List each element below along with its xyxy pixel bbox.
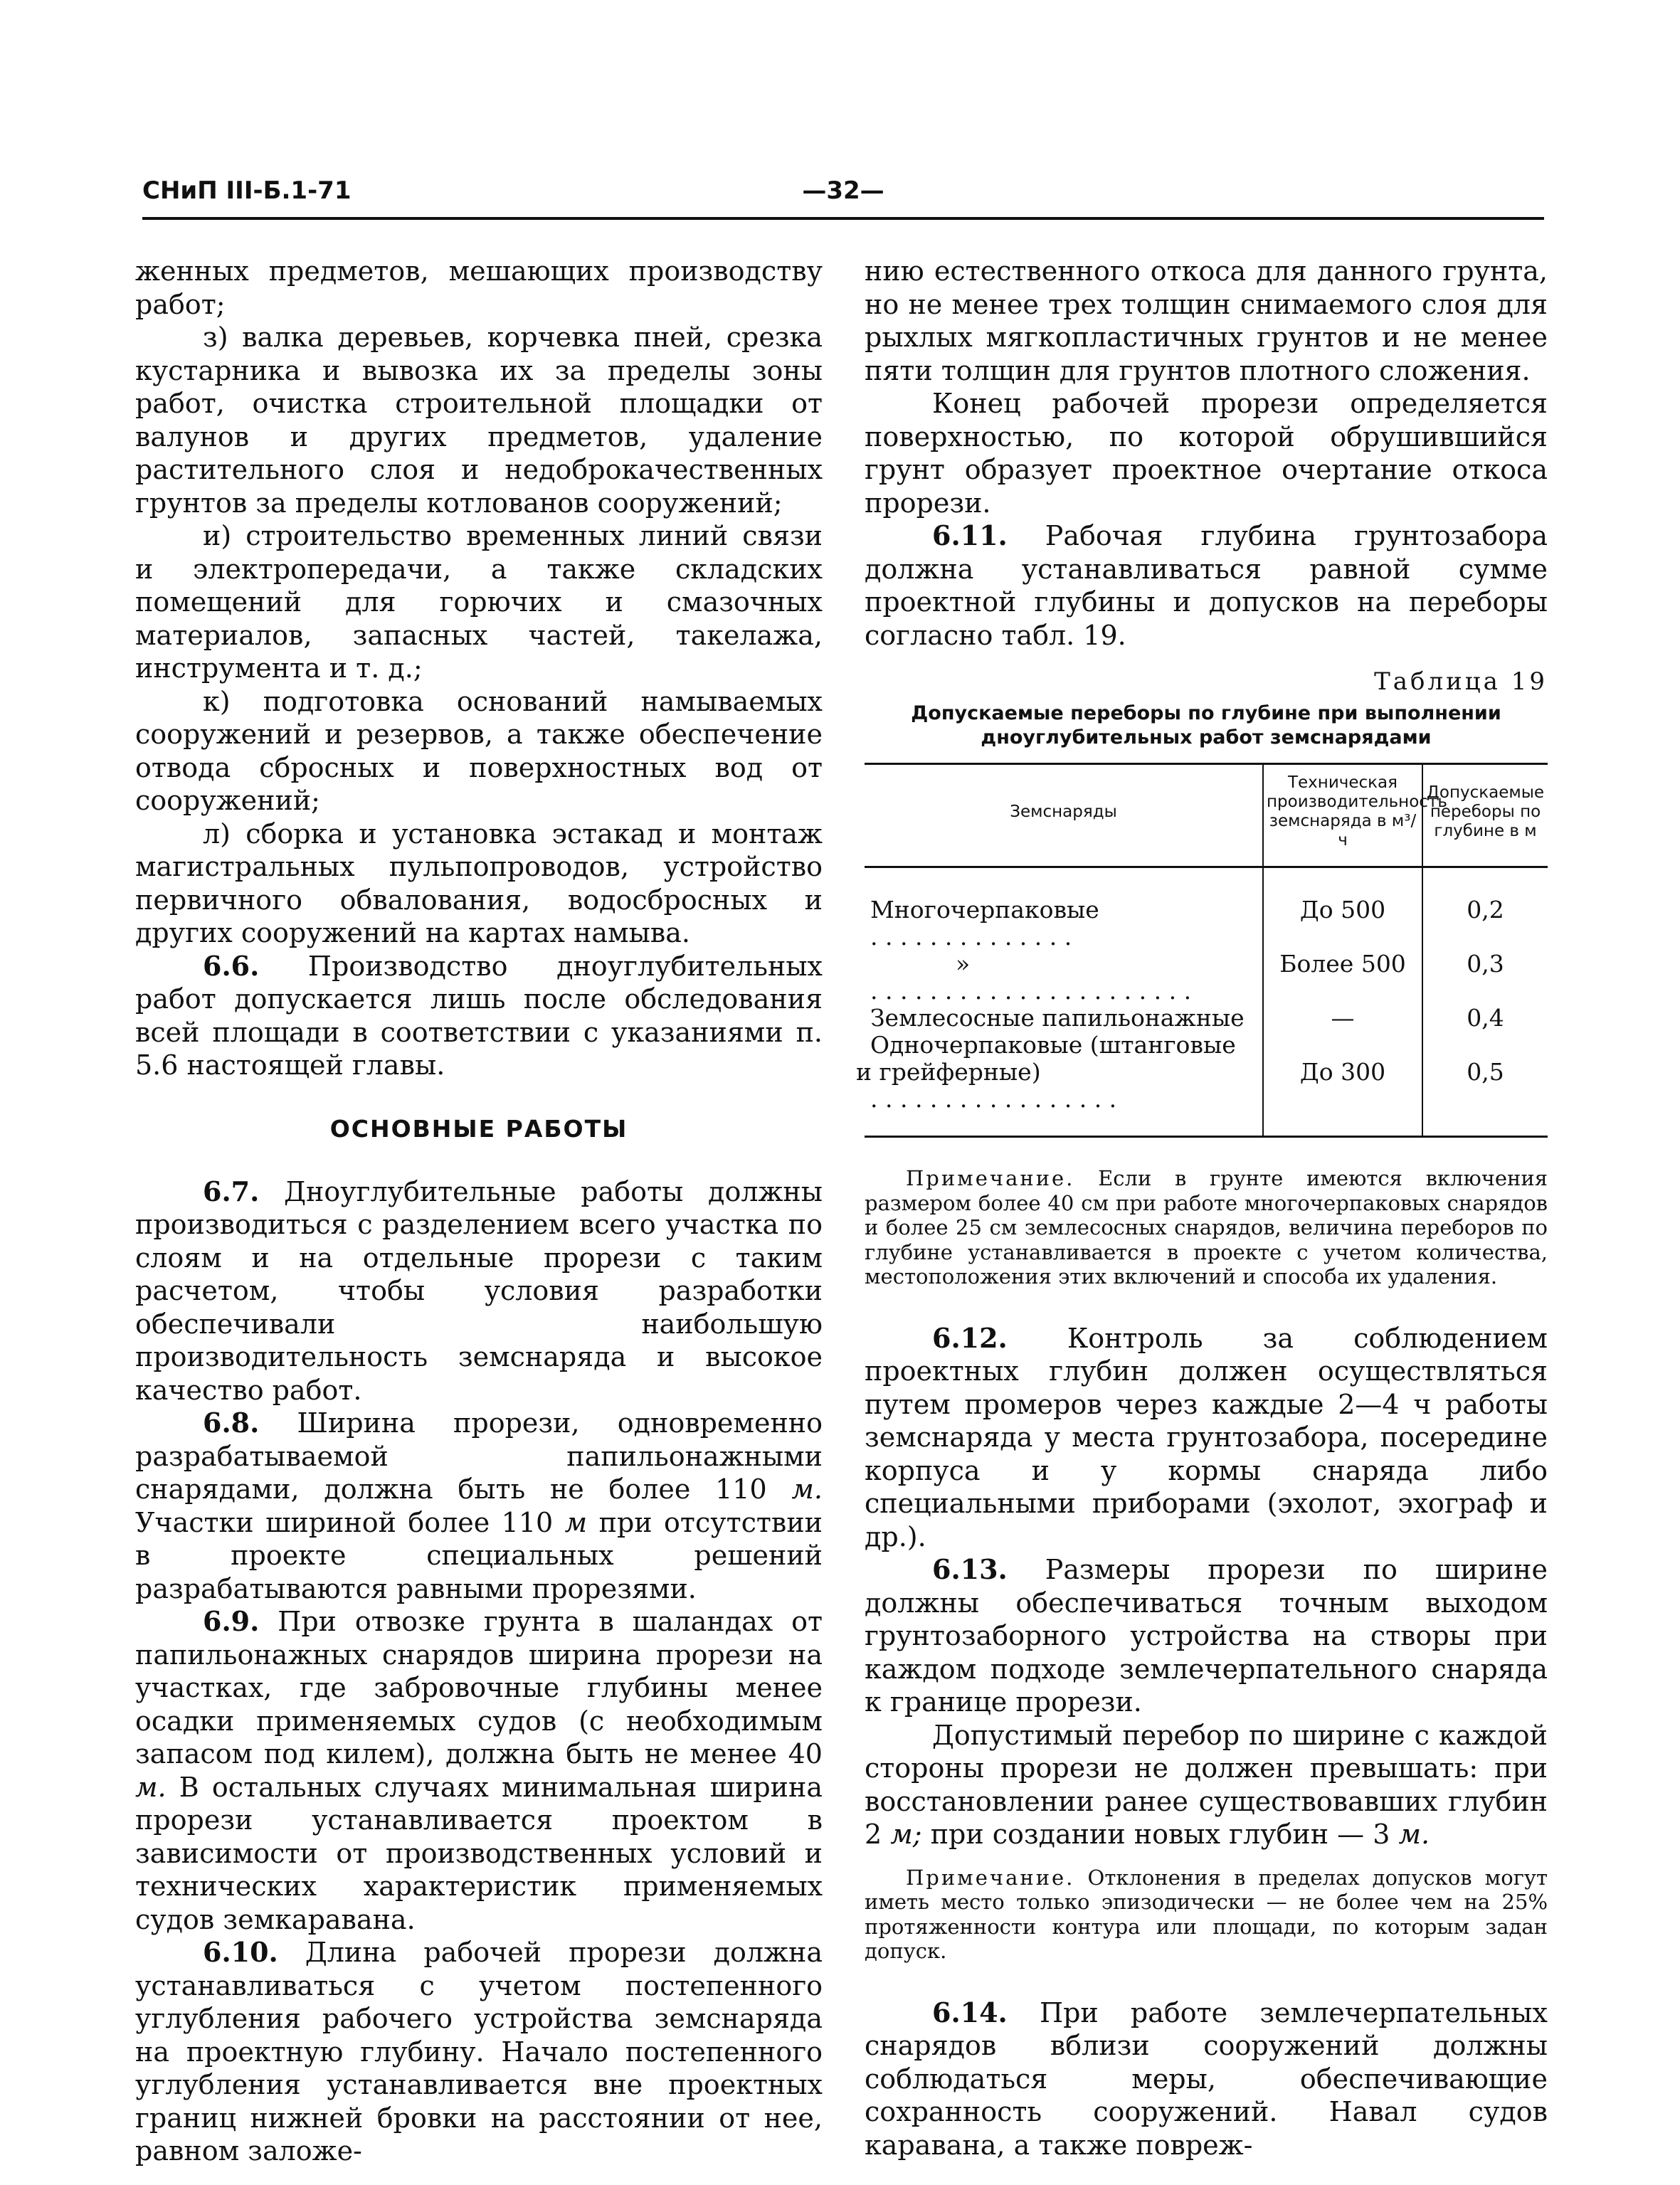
header-rule	[142, 217, 1544, 220]
section-title: ОСНОВНЫЕ РАБОТЫ	[329, 1114, 628, 1143]
leader-dots: . . . . . . . . . . . . . .	[870, 923, 1072, 951]
clause-text: Размеры прорези по ширине должны обеспечиваться точным выходом грунтозаборного устройства на створы при каждом подходе землечерпательного снаряда к границе прорези.	[865, 1554, 1548, 1718]
paragraph: нию естественного откоса для данного грунта, но не менее трех толщин снимаемого слоя для рыхлых мягкопластичных грунтов и не менее пяти толщин для грунтов плотного сложения.	[865, 255, 1548, 386]
performance-cell: До 500	[1263, 867, 1422, 951]
dredger-type-cell	[856, 1058, 1257, 1113]
table-row	[865, 1005, 1548, 1032]
clause-text: При отвозке грунта в шаландах от папильонажных снарядов ширина прорези на участках, где забровочные глубины менее осадки применяемых судов (с необходимым запасом под килем), должна быть не менее 40	[135, 1606, 823, 1769]
tolerance-cell	[1422, 1032, 1548, 1059]
clause-text: Допустимый перебор по ширине с каждой стороны прорези не должен превышать: при восстановлении ранее существовавших глубин 2	[865, 1719, 1548, 1850]
clause-number: 6.9.	[203, 1605, 260, 1637]
clause-text: при отсутствии в проекте специальных решений разрабатываются равными прорезями.	[135, 1506, 823, 1604]
dredger-type: Многочерпаковые	[870, 896, 1099, 924]
clause-6-10	[135, 1936, 823, 2168]
table-header-row	[865, 764, 1548, 867]
clause-number: 6.10.	[203, 1936, 278, 1968]
clause-number: 6.6.	[203, 949, 260, 982]
clause-number: 6.11.	[932, 519, 1008, 551]
document-code: СНиП III-Б.1-71	[142, 176, 352, 205]
dredger-type: »	[956, 950, 971, 978]
tolerance-cell: 0,5	[1422, 1059, 1548, 1137]
clause-6-12	[865, 1322, 1548, 1554]
dredger-type-cell	[870, 1005, 1257, 1032]
unit: м	[564, 1506, 588, 1538]
dredger-type-cell	[870, 951, 1257, 1005]
tolerance-cell: 0,3	[1422, 951, 1548, 1005]
paragraph: женных предметов, мешающих производству работ;	[135, 255, 823, 320]
unit: м.	[791, 1474, 823, 1505]
performance-cell: До 300	[1263, 1059, 1422, 1137]
clause-number: 6.13.	[932, 1553, 1008, 1585]
clause-text: Ширина прорези, одновременно разрабатываемой папильонажными снарядами, должна быть не более 110	[135, 1407, 823, 1505]
performance-cell: Более 500	[1263, 951, 1422, 1005]
clause-number: 6.14.	[932, 1996, 1008, 2028]
clause-text: Рабочая глубина грунтозабора должна устанавливаться равной сумме проектной глубины и допусков на переборы согласно табл. 19.	[865, 520, 1548, 651]
tolerance-table	[856, 763, 1548, 1138]
table-row	[865, 1059, 1548, 1137]
right-column	[856, 255, 1548, 2162]
clause-6-14	[865, 1996, 1548, 2162]
dredger-type: Землесосные папильонажные	[870, 1004, 1245, 1032]
table-caption: Таблица 19	[1374, 667, 1548, 696]
clause-6-13	[865, 1553, 1548, 1719]
column-header: Земснаряды	[865, 764, 1263, 867]
performance-cell: —	[1263, 1005, 1422, 1032]
table-note	[865, 1166, 1548, 1289]
page-header	[142, 176, 1544, 219]
clause-number: 6.8.	[203, 1407, 260, 1439]
note-label: Примечание.	[906, 1166, 1075, 1190]
left-column	[135, 255, 823, 2168]
unit: м;	[890, 1819, 922, 1850]
paragraph: л) сборка и установка эстакад и монтаж магистральных пульпопроводов, устройство первичного обвалования, водосбросных и других сооружений на картах намыва.	[135, 818, 823, 948]
page-number: —32—	[802, 176, 884, 205]
dredger-type: Одночерпаковые (штанговые	[870, 1031, 1236, 1059]
paragraph	[865, 1719, 1548, 1851]
dredger-type-cell	[870, 1032, 1257, 1059]
clause-text: Дноуглубительные работы должны производиться с разделением всего участка по слоям и на отдельные прорези с таким расчетом, чтобы условия разработки обеспечивали наибольшую производительность земснаряда и высокое качество работ.	[135, 1175, 823, 1406]
leader-dots: . . . . . . . . . . . . . . . . . . . . . .	[870, 977, 1192, 1005]
paragraph: Конец рабочей прорези определяется поверхностью, по которой обрушившийся грунт образует проектное очертание откоса прорези.	[865, 388, 1548, 519]
leader-dots: . . . . . . . . . . . . . . . . .	[870, 1085, 1117, 1113]
clause-text: Производство дноуглубительных работ допускается лишь после обследования всей площади в соответствии с указаниями п. 5.6 настоящей главы.	[135, 950, 823, 1081]
clause-6-6	[135, 950, 823, 1082]
dredger-type-cell	[870, 896, 1257, 951]
note-text: Если в грунте имеются включения размером более 40 см при работе многочерпаковых снарядов и более 25 см землесосных снарядов, величина переборов по глубине устанавливается в проекте с учетом количества, местоположения этих включений и способа их удаления.	[865, 1166, 1548, 1289]
clause-6-11	[865, 519, 1548, 652]
note-text: Отклонения в пределах допусков могут иметь место только эпизодически — не более чем на 25% протяженности контура или площади, по которым задан допуск.	[865, 1865, 1548, 1963]
note-label: Примечание.	[906, 1865, 1075, 1890]
unit: м.	[135, 1771, 167, 1803]
column-header: Допускаемые переборы по глубине в м	[1422, 764, 1548, 867]
column-header: Техническая производительность земснаряда в м³/ч	[1263, 764, 1422, 867]
clause-6-9	[135, 1605, 823, 1936]
note	[865, 1866, 1548, 1964]
clause-text: Длина рабочей прорези должна устанавливаться с учетом постепенного углубления рабочего устройства земснаряда на проектную глубину. Начало постепенного углубления устанавливается вне проектных границ нижней бровки на расстоянии от нее, равном заложе-	[135, 1937, 823, 2167]
tolerance-cell: 0,4	[1422, 1005, 1548, 1032]
clause-6-7	[135, 1175, 823, 1407]
paragraph: к) подготовка оснований намываемых сооружений и резервов, а также обеспечение отвода сбросных и поверхностных вод от сооружений;	[135, 685, 823, 816]
table-row	[865, 867, 1548, 951]
table-title: Допускаемые переборы по глубине при выполнении дноуглубительных работ земснарядами	[911, 702, 1501, 748]
clause-text: Контроль за соблюдением проектных глубин должен осуществляться путем промеров через каждые 2—4 ч работы земснаряда у места грунтозабора, посередине корпуса и у кормы снаряда либо специальными приборами (эхолот, эхограф и др.).	[865, 1322, 1548, 1552]
paragraph: з) валка деревьев, корчевка пней, срезка кустарника и вывозка их за пределы зоны работ, очистка строительной площадки от валунов и других предметов, удаление растительного слоя и недоброкачественных грунтов за пределы котлованов сооружений;	[135, 322, 823, 519]
paragraph: и) строительство временных линий связи и электропередачи, а также складских помещений для горючих и смазочных материалов, запасных частей, такелажа, инструмента и т. д.;	[135, 520, 823, 684]
clause-text: при создании новых глубин — 3	[930, 1819, 1390, 1850]
clause-text: В остальных случаях минимальная ширина прорези устанавливается проектом в зависимости от производственных условий и технических характеристик применяемых судов земкаравана.	[135, 1771, 823, 1935]
clause-text: Участки шириной более 110	[135, 1506, 554, 1538]
clause-6-8	[135, 1407, 823, 1605]
dredger-type: и грейферные)	[856, 1058, 1041, 1086]
clause-text: При работе землечерпательных снарядов вблизи сооружений должны соблюдаться меры, обеспечивающие сохранность сооружений. Навал судов каравана, а также повреж-	[865, 1996, 1548, 2161]
table-row	[865, 1032, 1548, 1059]
clause-number: 6.12.	[932, 1321, 1008, 1354]
table-row	[865, 951, 1548, 1005]
unit: м.	[1398, 1819, 1430, 1850]
tolerance-cell: 0,2	[1422, 867, 1548, 951]
clause-number: 6.7.	[203, 1175, 260, 1207]
performance-cell	[1263, 1032, 1422, 1059]
